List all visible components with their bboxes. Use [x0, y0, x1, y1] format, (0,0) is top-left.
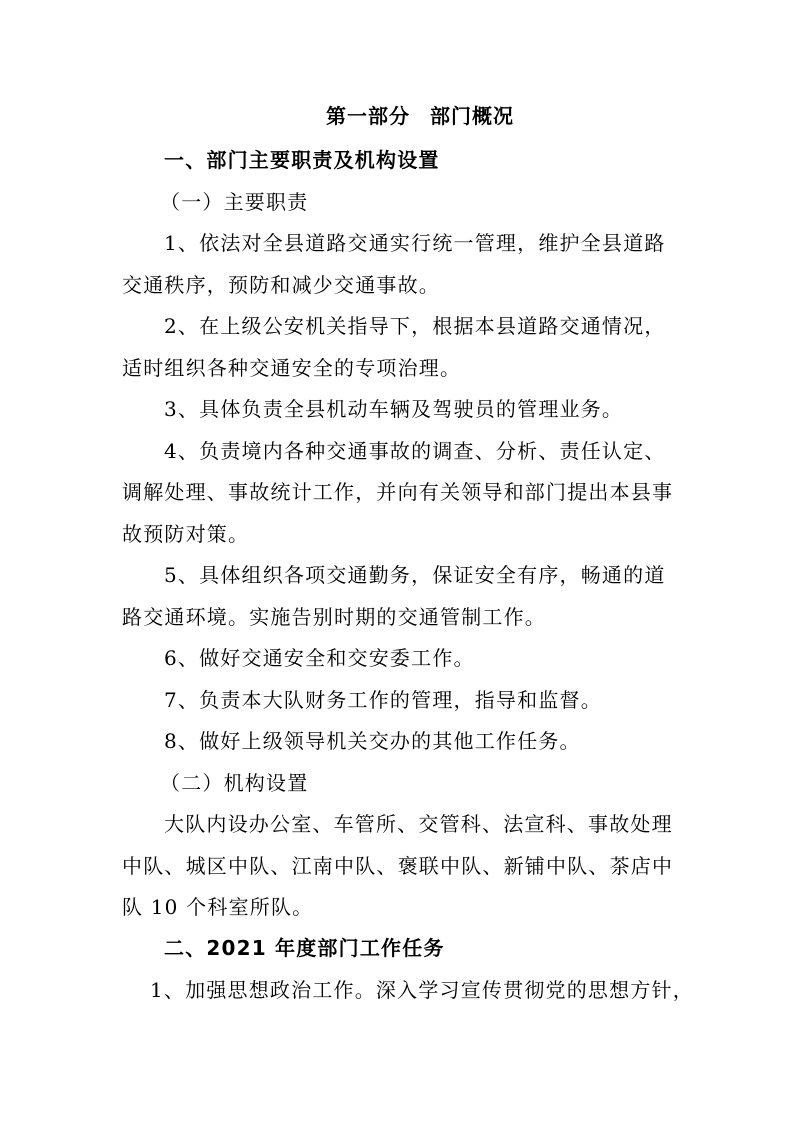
page-title [326, 104, 514, 128]
duty-1-line-1: 1、依法对全县道路交通实行统一管理，维护全县道路 [164, 231, 666, 255]
duty-4-line-3: 故预防对策。 [122, 522, 250, 546]
org-line-3: 队 10 个科室所队。 [122, 895, 314, 919]
title-part: 第一部分 [326, 104, 410, 128]
org-line-2: 中队、城区中队、江南中队、褒联中队、新铺中队、茶店中 [122, 854, 674, 878]
duty-3: 3、具体负责全县机动车辆及驾驶员的管理业务。 [164, 397, 624, 421]
duty-4-line-2: 调解处理、事故统计工作，并向有关领导和部门提出本县事 [122, 480, 674, 504]
duty-1-line-2: 交通秩序，预防和减少交通事故。 [122, 273, 440, 297]
duty-2-line-2: 适时组织各种交通安全的专项治理。 [122, 356, 462, 380]
subheading-main-duties: （一）主要职责 [160, 190, 309, 214]
duty-2-line-1: 2、在上级公安机关指导下，根据本县道路交通情况， [164, 314, 666, 338]
title-name: 部门概况 [430, 104, 514, 128]
section2-heading: 二、2021 年度部门工作任务 [164, 936, 445, 960]
subheading-org-setup: （二）机构设置 [160, 771, 309, 795]
duty-7: 7、负责本大队财务工作的管理，指导和监督。 [164, 688, 602, 712]
duty-4-line-1: 4、负责境内各种交通事故的调查、分析、责任认定、 [164, 439, 666, 463]
duty-5-line-2: 路交通环境。实施告别时期的交通管制工作。 [122, 605, 546, 629]
duty-8: 8、做好上级领导机关交办的其他工作任务。 [164, 729, 581, 753]
duty-6: 6、做好交通安全和交安委工作。 [164, 646, 475, 670]
section1-heading: 一、部门主要职责及机构设置 [164, 148, 440, 172]
task-1-line-1: 1、加强思想政治工作。深入学习宣传贯彻党的思想方针， [150, 978, 694, 1002]
duty-5-line-1: 5、具体组织各项交通勤务，保证安全有序，畅通的道 [164, 563, 666, 587]
org-line-1: 大队内设办公室、车管所、交管科、法宣科、事故处理 [164, 812, 673, 836]
